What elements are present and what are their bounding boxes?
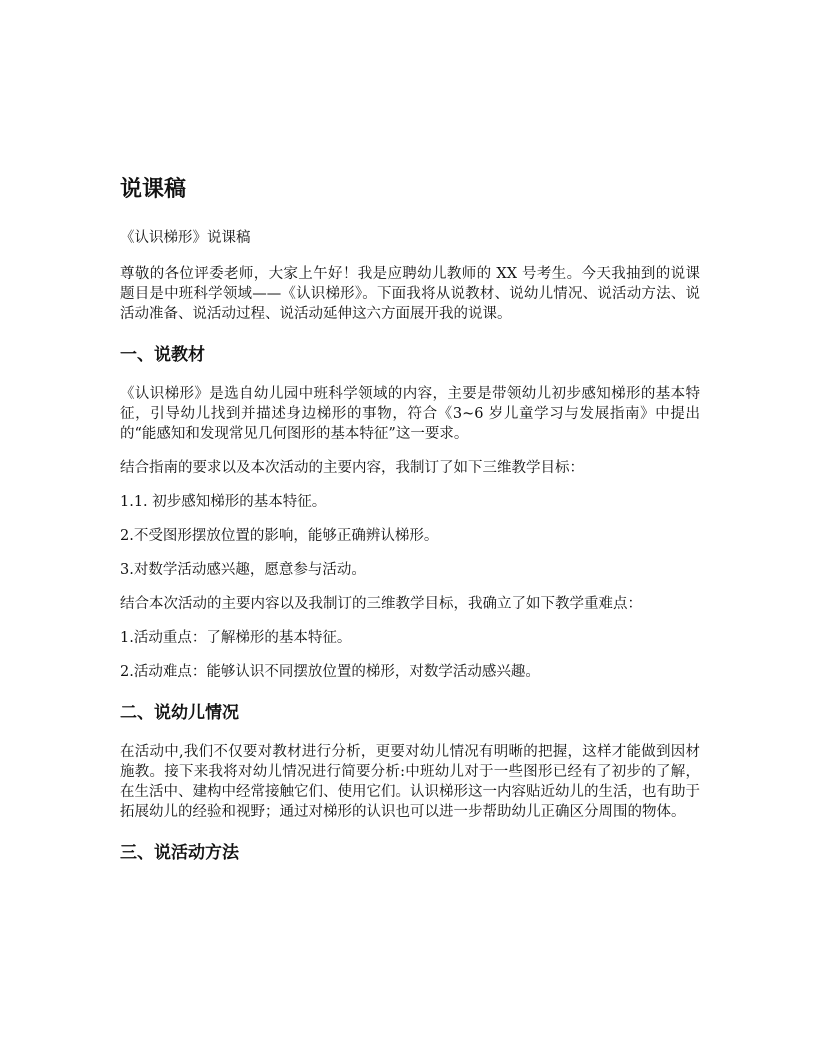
paragraph: 结合指南的要求以及本次活动的主要内容，我制订了如下三维教学目标： <box>120 460 584 476</box>
list-item: 2.活动难点：能够认识不同摆放位置的梯形，对数学活动感兴趣。 <box>120 664 540 680</box>
document-subtitle: 《认识梯形》说课稿 <box>120 230 251 246</box>
list-item: 1.活动重点：了解梯形的基本特征。 <box>120 630 352 646</box>
intro-paragraph: 尊敬的各位评委老师，大家上午好！我是应聘幼儿教师的 XX 号考生。今天我抽到的说课题目是中班科学领域——《认识梯形》。下面我将从说教材、说幼儿情况、说活动方法、说活动准备、说活动过程、说活动延伸这六方面展开我的说课。 <box>120 266 700 322</box>
document-title: 说课稿 <box>120 177 187 202</box>
document-page <box>120 174 700 882</box>
list-item: 3.对数学活动感兴趣，愿意参与活动。 <box>120 562 366 578</box>
section-heading-methods: 三、说活动方法 <box>120 843 239 863</box>
paragraph: 《认识梯形》是选自幼儿园中班科学领域的内容，主要是带领幼儿初步感知梯形的基本特征，引导幼儿找到并描述身边梯形的事物，符合《3~6 岁儿童学习与发展指南》中提出的“能感知和发现常见几何图形的基本特征”这一要求。 <box>120 386 700 442</box>
list-item: 1.1. 初步感知梯形的基本特征。 <box>120 494 327 510</box>
paragraph: 在活动中,我们不仅要对教材进行分析，更要对幼儿情况有明晰的把握，这样才能做到因材施教。接下来我将对幼儿情况进行简要分析:中班幼儿对于一些图形已经有了初步的了解，在生活中、建构中经常接触它们、使用它们。认识梯形这一内容贴近幼儿的生活，也有助于拓展幼儿的经验和视野；通过对梯形的认识也可以进一步帮助幼儿正确区分周围的物体。 <box>120 744 700 820</box>
section-heading-children: 二、说幼儿情况 <box>120 703 239 723</box>
list-item: 2.不受图形摆放位置的影响，能够正确辨认梯形。 <box>120 528 439 544</box>
section-heading-textbook: 一、说教材 <box>120 345 205 365</box>
paragraph: 结合本次活动的主要内容以及我制订的三维教学目标，我确立了如下教学重难点： <box>120 596 642 612</box>
